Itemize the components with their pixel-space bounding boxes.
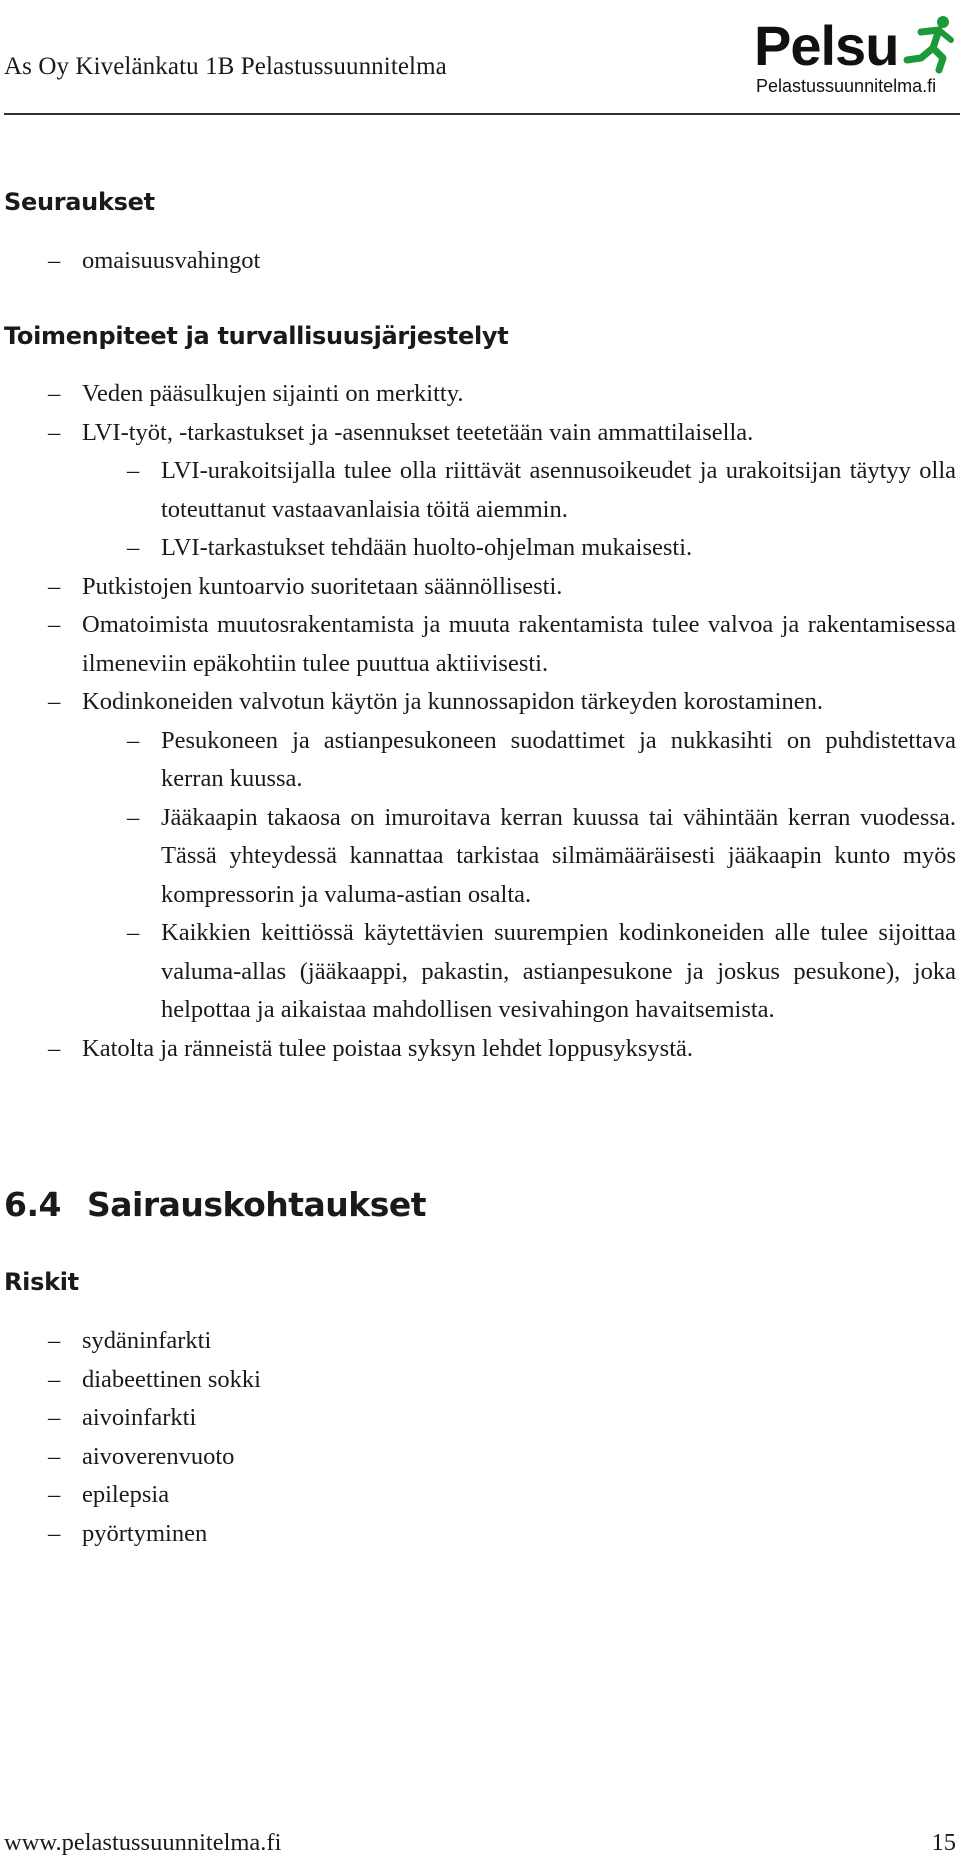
chapter-heading — [4, 1183, 426, 1227]
list-dash: – — [48, 1034, 61, 1062]
list-dash: – — [127, 726, 140, 754]
list-item-text: Omatoimista muutosrakentamista ja muuta rakentamista tulee valvoa ja rakentamisessa ilmeneviin epäkohtiin tulee puuttua aktiivisesti. — [82, 611, 956, 677]
list-item-text: LVI-tarkastukset tehdään huolto-ohjelman mukaisesti. — [161, 534, 693, 561]
sub-list-item — [0, 799, 956, 915]
riskit-heading: Riskit — [4, 1268, 79, 1296]
list-item-text: Kodinkoneiden valvotun käytön ja kunnossapidon tärkeyden korostaminen. — [82, 688, 823, 715]
list-item-text: Jääkaapin takaosa on imuroitava kerran kuussa tai vähintään kerran vuodessa. Tässä yhteydessä kannattaa tarkistaa silmämääräisesti jääkaapin kunto myös kompressorin ja valuma-astian osalta. — [161, 803, 956, 908]
list-item — [0, 1399, 956, 1438]
list-item-text: Katolta ja ränneistä tulee poistaa syksyn lehdet loppusyksystä. — [82, 1034, 694, 1062]
list-dash: – — [48, 1519, 61, 1547]
document-title: As Oy Kivelänkatu 1B Pelastussuunnitelma — [4, 53, 447, 80]
toimenpiteet-heading: Toimenpiteet ja turvallisuusjärjestelyt — [4, 322, 509, 350]
list-dash: – — [48, 418, 61, 446]
list-dash: – — [48, 1365, 61, 1393]
sub-list-item — [0, 452, 956, 529]
list-dash: – — [48, 1481, 61, 1508]
list-item — [0, 1515, 956, 1554]
list-dash: – — [48, 247, 61, 274]
list-dash: – — [48, 611, 61, 638]
list-dash: – — [48, 1404, 61, 1431]
sub-list-item — [0, 914, 956, 1030]
list-item-text: LVI-urakoitsijalla tulee olla riittävät asennusoikeudet ja urakoitsijan täytyy olla toteuttanut vastaavanlaisia töitä aiemmin. — [161, 457, 956, 523]
running-person-icon — [899, 14, 955, 74]
list-item-text: aivoverenvuoto — [82, 1442, 235, 1470]
list-item — [0, 568, 956, 607]
list-item-text: pyörtyminen — [82, 1519, 208, 1547]
list-item-text: omaisuusvahingot — [82, 247, 261, 274]
seuraukset-list — [0, 242, 960, 281]
list-item — [0, 242, 956, 281]
list-item-text: sydäninfarkti — [82, 1327, 212, 1354]
list-item — [0, 1322, 956, 1361]
list-item-text: epilepsia — [82, 1481, 170, 1508]
riskit-list — [0, 1322, 960, 1553]
list-item — [0, 1361, 956, 1400]
list-dash: – — [48, 1327, 61, 1354]
list-item-text: Kaikkien keittiössä käytettävien suurempien kodinkoneiden alle tulee sijoittaa valuma-allas (jääkaappi, pakastin, astianpesukone ja joskus pesukone), joka helpottaa ja aikaistaa mahdollisen vesivahingon havaitsemista. — [161, 919, 956, 1023]
sub-list-item — [0, 529, 956, 568]
list-dash: – — [48, 1442, 61, 1470]
list-item — [0, 375, 956, 414]
list-dash: – — [48, 572, 61, 600]
header-divider — [4, 113, 960, 115]
list-item-text: LVI-työt, -tarkastukset ja -asennukset teetetään vain ammattilaisella. — [82, 418, 754, 446]
sub-list-item — [0, 722, 956, 799]
list-item — [0, 414, 956, 453]
list-item — [0, 1476, 956, 1515]
page-number: 15 — [931, 1829, 956, 1856]
list-dash: – — [127, 803, 140, 831]
list-dash: – — [127, 534, 140, 561]
seuraukset-heading: Seuraukset — [4, 188, 155, 216]
footer-url: www.pelastussuunnitelma.fi — [4, 1829, 282, 1856]
list-item — [0, 1030, 956, 1069]
list-item-text: Pesukoneen ja astianpesukoneen suodattimet ja nukkasihti on puhdistettava kerran kuussa. — [161, 726, 956, 792]
list-item-text: Putkistojen kuntoarvio suoritetaan säännöllisesti. — [82, 572, 563, 600]
list-dash: – — [127, 919, 140, 946]
list-item-text: Veden pääsulkujen sijainti on merkitty. — [82, 380, 464, 407]
chapter-number: 6.4 — [4, 1185, 61, 1224]
list-item — [0, 606, 956, 683]
list-item — [0, 683, 956, 722]
list-item-text: diabeettinen sokki — [82, 1365, 261, 1393]
logo-wordmark: Pelsu — [754, 14, 899, 77]
pelsu-logo — [754, 14, 960, 100]
toimenpiteet-list — [0, 375, 960, 1068]
list-dash: – — [48, 688, 61, 715]
logo-tagline: Pelastussuunnitelma.fi — [756, 76, 937, 96]
chapter-title: Sairauskohtaukset — [87, 1185, 427, 1224]
list-item-text: aivoinfarkti — [82, 1404, 197, 1431]
list-item — [0, 1438, 956, 1477]
list-dash: – — [127, 457, 140, 484]
list-dash: – — [48, 380, 61, 407]
